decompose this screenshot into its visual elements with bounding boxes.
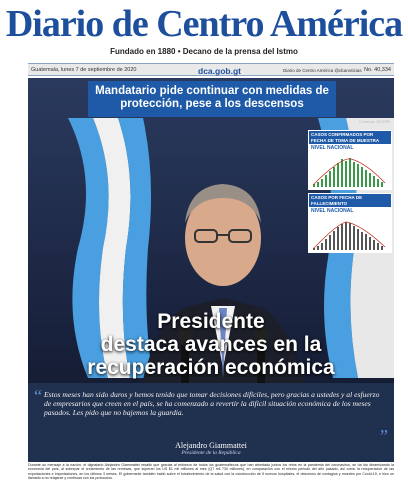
front-page-photo [28,78,394,462]
lead-paragraph: Durante su mensaje a la nación, el dignatario Alejandro Giammattei resaltó que gracias al esfuerzo de todos los guatemaltecos que han afrontado juntos los retos en la pandemia del coronavirus, se ha ido dinamizando la economía del país, al sobrepar el crecimiento de las remesas, que superan los US $1 mil millones al mes (Q7 mil 730 millones), en comparación con el mismo periodo del año pasado, así como la recuperación de las exportaciones e importaciones, en los últimos 3 meses. El gobernante también habló sobre el fortalecimiento de la salud con la construcción de 5 nuevos hospitales, el descenso de contagios y muertes por Covid-19, e hizo un llamado a no relajarse y continuar con los protocolos. [28,463,394,480]
chart-header: CASOS POR FECHA DE FALLECIMIENTO [309,194,391,207]
big-title-line-1: Presidente [157,310,265,333]
newspaper-tagline: Fundado en 1880 • Decano de la prensa del Istmo [110,47,298,56]
issue-number: No. 40,334 [364,67,391,73]
confirmed-cases-bars [311,155,389,187]
close-quote-mark: ” [380,426,388,446]
deaths-bars [311,218,389,250]
big-title-line-3: recuperación económica [87,356,335,379]
chart-header: CASOS CONFIRMADOS POR FECHA DE TOMA DE MUESTRA [309,131,391,144]
open-quote-mark: “ [34,386,42,406]
deaths-chart [308,193,392,253]
website-link[interactable]: dca.gob.gt [198,65,241,76]
big-title-line-2: destaca avances en la [100,333,322,356]
main-headline: Mandatario pide continuar con medidas de protección, pese a los descensos [88,81,336,117]
masthead [0,0,408,62]
chart-subtitle: NIVEL NACIONAL [311,208,354,214]
issue-date: Guatemala, lunes 7 de septiembre de 2020 [31,67,137,73]
photo-credit: Cortesía: SCSPR [358,119,390,124]
newspaper-title: Diario de Centro América [5,3,403,45]
chart-subtitle: NIVEL NACIONAL [311,145,354,151]
quote-author: Alejandro Giammattei [175,441,247,450]
social-handles: Diario de Centro América @dcanoticias [283,67,362,73]
quote-author-role: Presidente de la República [181,450,241,456]
quote-box [28,383,394,462]
quote-text: Estos meses han sido duros y hemos tenido que tomar decisiones difíciles, pero gracias a ustedes y al esfuerzo de empresarios que creen en el país, se ha comenzado a revertir la difícil situación económica de los meses pasados. Les pido que no bajemos la guardia. [44,390,380,418]
confirmed-cases-chart [308,130,392,190]
date-strip [28,63,394,76]
